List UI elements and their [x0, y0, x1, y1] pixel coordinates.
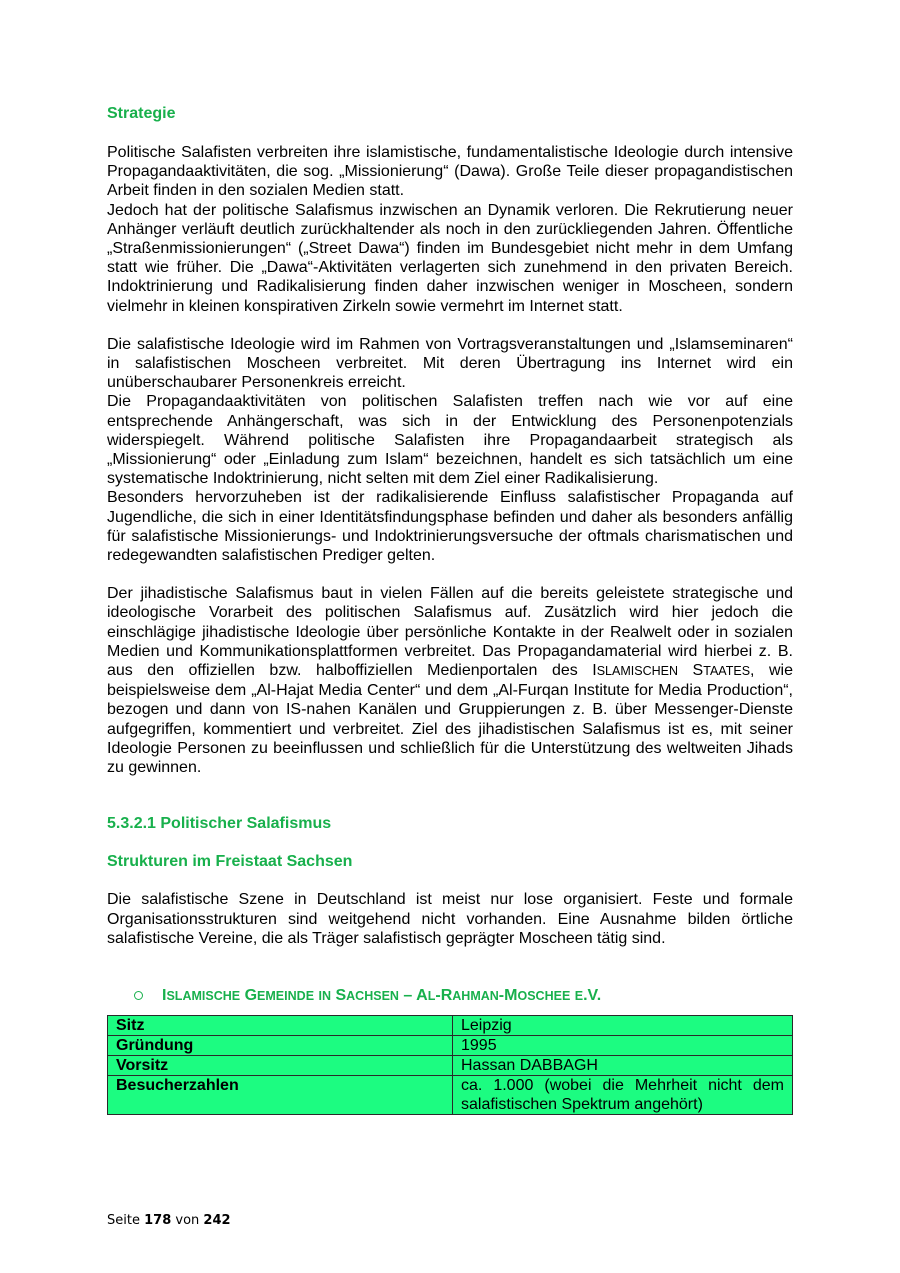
paragraph-text: Der jihadistische Salafismus baut in vielen Fällen auf die bereits geleistete strategische und ideologische Vorarbeit des politischen Salafismus auf. Zusätzlich wird hier jedoch die einschlägige jihadistische Ideologie über persönliche Kontakte in der Realwelt oder in sozialen Medien und Kommunikationsplattformen verbreitet. Das Propagandamaterial wird hierbei z. B. aus den offiziellen bzw. halboffiziellen Medienportalen des [107, 585, 793, 680]
paragraph: Politische Salafisten verbreiten ihre islamistische, fundamentalistische Ideologie durch intensive Propagandaaktivitäten, die sog. „Missionierung“ (Dawa). Große Teile dieser propagandistischen Arbeit finden in den sozialen Medien statt. [107, 144, 793, 200]
paragraph-jihadistisch [107, 584, 793, 777]
subheading-strukturen: Strukturen im Freistaat Sachsen [107, 853, 353, 871]
table-key-cell: Gründung [108, 1035, 453, 1055]
organization-title [134, 986, 793, 1006]
paragraph: Die salafistische Ideologie wird im Rahmen von Vortragsveranstaltungen und „Islamseminaren“ in salafistischen Moscheen verbreitet. Mit deren Übertragung ins Internet wird ein unüberschaubarer Personenkreis erreicht. [107, 335, 793, 392]
smallcaps-term: ISLAMISCHEN STAATES [592, 662, 751, 680]
organization-info-table [107, 1015, 793, 1115]
page-content [107, 104, 793, 1115]
organization-name: ISLAMISCHE GEMEINDE IN SACHSEN – AL-RAHMAN-MOSCHEE E.V. [162, 986, 602, 1004]
paragraph: Jedoch hat der politische Salafismus inzwischen an Dynamik verloren. Die Rekrutierung neuer Anhänger verläuft deutlich zurückhaltender als noch in den zurückliegenden Jahren. Öffentliche „Straßenmissionierungen“ („Street Dawa“) finden im Bundesgebiet nicht mehr in dem Umfang statt wie früher. Die „Dawa“-Aktivitäten verlagerten sich zunehmend in den privaten Bereich. Indoktrinierung und Radikalisierung finden daher inzwischen weniger in Moscheen, sondern vielmehr in kleinen konspirativen Zirkeln sowie vermehrt im Internet statt. [107, 201, 793, 315]
footer-label: Seite [107, 1213, 140, 1228]
section-heading-strategie: Strategie [107, 105, 176, 122]
page-footer [107, 1213, 231, 1229]
paragraph: Besonders hervorzuheben ist der radikalisierende Einfluss salafistischer Propaganda auf Jugendliche, die sich in einer Identitätsfindungsphase befinden und daher als besonders anfällig für salafistische Missionierungs- und Indoktrinierungsversuche der oftmals charismatischen und redegewandten salafistischen Prediger gelten. [107, 489, 793, 565]
table-key-cell: Besucherzahlen [108, 1075, 453, 1114]
table-row [108, 1055, 793, 1075]
paragraph-text: , wie beispielsweise dem „Al-Hajat Media Center“ und dem „Al-Furqan Institute for Media Production“, bezogen und dann von IS-nahen Kanälen und Gruppierungen z. B. über Messenger-Dienste aufgegriffen, kommentiert und verbreitet. Ziel des jihadistischen Salafismus ist es, mit seiner Ideologie Personen zu beeinflussen und schließlich für die Unterstützung des weltweiten Jihads zu gewinnen. [107, 662, 793, 777]
table-row [108, 1015, 793, 1035]
footer-label: von [175, 1213, 200, 1228]
table-value-cell: Leipzig [453, 1015, 793, 1035]
page-number: 178 [144, 1213, 172, 1228]
table-value-cell: ca. 1.000 (wobei die Mehrheit nicht dem salafistischen Spektrum angehört) [453, 1075, 793, 1114]
paragraph-gap [107, 316, 793, 335]
table-key-cell: Sitz [108, 1015, 453, 1035]
section-heading-politischer-salafismus: 5.3.2.1 Politischer Salafismus [107, 815, 332, 833]
paragraph: Die Propagandaaktivitäten von politischen Salafisten treffen nach wie vor auf eine entsprechende Anhängerschaft, was sich in der Entwicklung des Personenpotenzials widerspiegelt. Während politische Salafisten ihre Propagandaarbeit strategisch als „Missionierung“ oder „Einladung zum Islam“ bezeichnen, handelt es sich tatsächlich um eine systematische Indoktrinierung, nicht selten mit dem Ziel einer Radikalisierung. [107, 393, 793, 488]
table-value-cell: 1995 [453, 1035, 793, 1055]
table-row [108, 1075, 793, 1114]
table-row [108, 1035, 793, 1055]
hollow-bullet-icon [134, 991, 143, 1000]
paragraph-gap [107, 565, 793, 584]
page-total: 242 [203, 1213, 231, 1228]
table-key-cell: Vorsitz [108, 1055, 453, 1075]
paragraph: Die salafistische Szene in Deutschland ist meist nur lose organisiert. Feste und formale Organisationsstrukturen sind weitgehend nicht vorhanden. Eine Ausnahme bilden örtliche salafistische Vereine, die als Träger salafistisch geprägter Moscheen tätig sind. [107, 891, 793, 947]
table-value-cell: Hassan DABBAGH [453, 1055, 793, 1075]
